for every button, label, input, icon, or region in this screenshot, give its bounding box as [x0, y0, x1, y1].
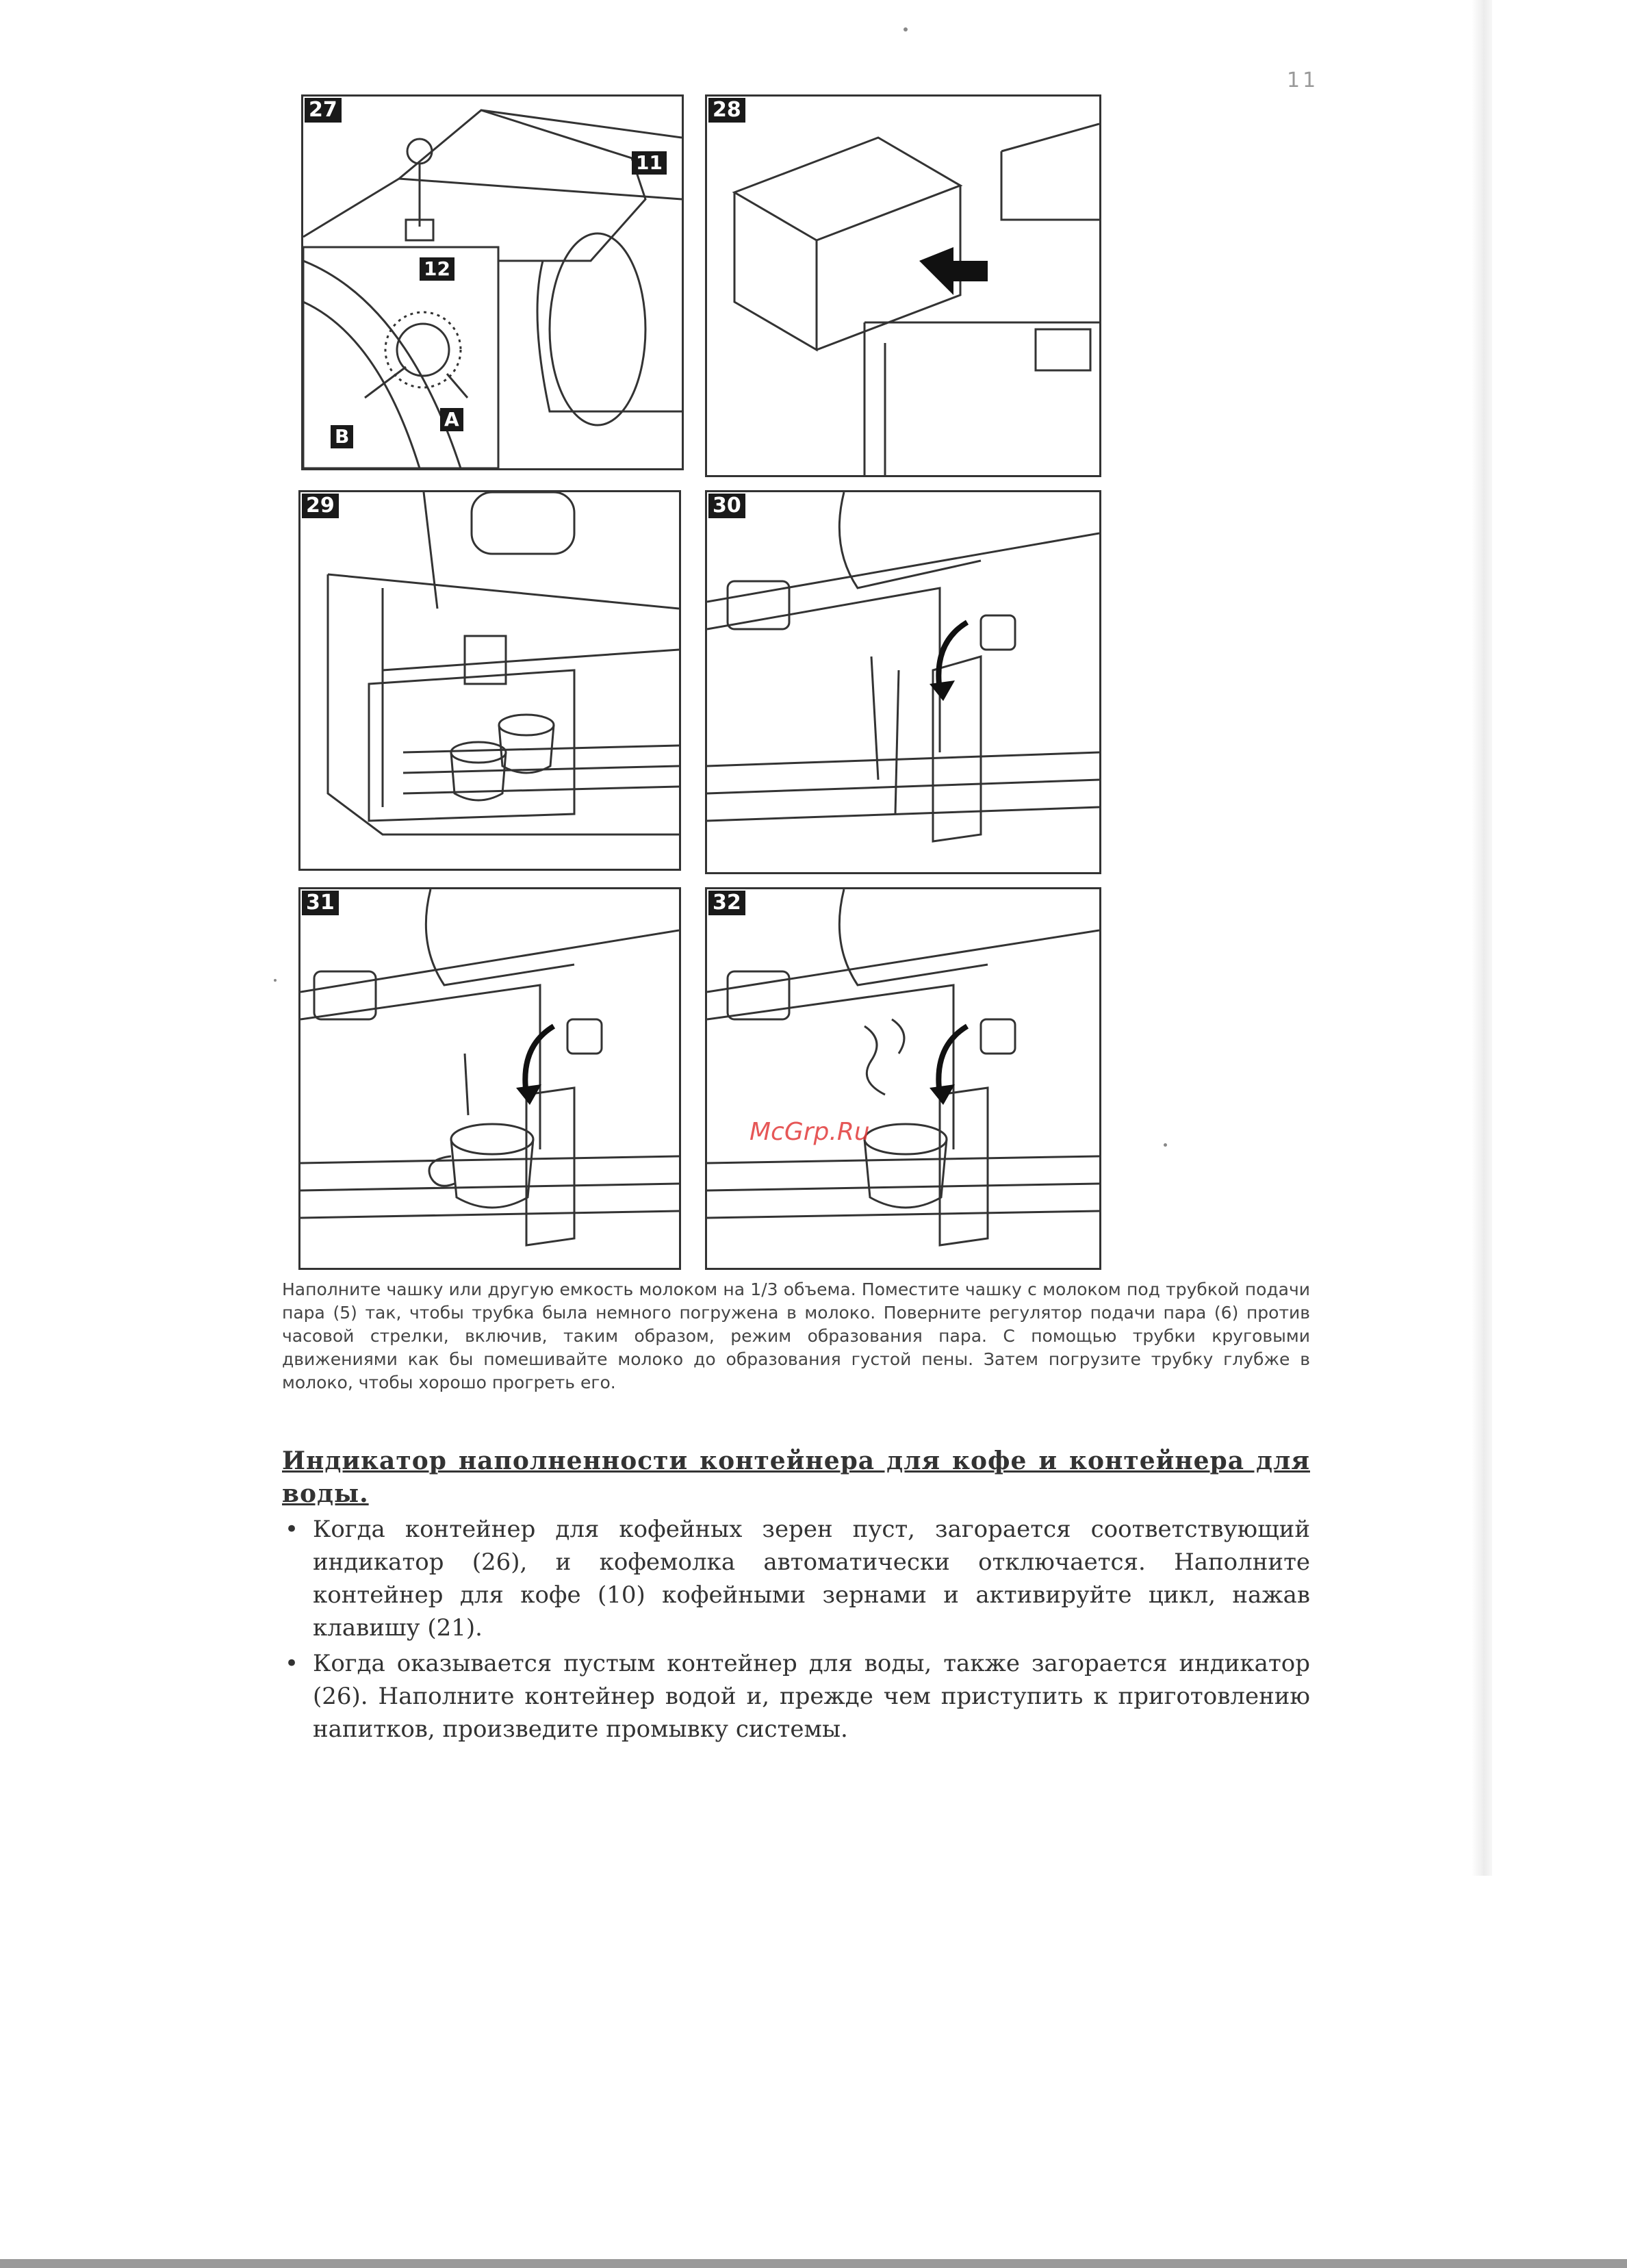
callout-label: B	[331, 425, 353, 448]
figure-30	[705, 490, 1101, 874]
scan-bottom-edge	[0, 2259, 1627, 2268]
figure-28	[705, 94, 1101, 477]
figure-number: 30	[708, 494, 745, 518]
callout-label: 12	[420, 257, 454, 281]
callout-label: A	[440, 408, 463, 431]
bullet-icon: •	[285, 1516, 299, 1543]
figure-27-illustration	[303, 97, 682, 468]
bullet-icon: •	[285, 1650, 299, 1677]
scan-speck	[1164, 1143, 1167, 1147]
figure-29	[298, 490, 681, 871]
figure-32	[705, 887, 1101, 1270]
figure-32-illustration	[707, 889, 1099, 1268]
figure-caption: Наполните чашку или другую емкость молоком на 1/3 объема. Поместите чашку с молоком под трубкой подачи пара (5) так, чтобы трубка была немного погружена в молоко. Поверните регулятор подачи пара (6) против часовой стрелки, включив, таким образом, режим образования пара. С помощью трубки круговыми движениями как бы помешивайте молоко до образования густой пены. Затем погрузите трубку глубже в молоко, чтобы хорошо прогреть его.	[282, 1279, 1310, 1392]
figure-number: 32	[708, 891, 745, 915]
list-item-text: Когда оказывается пустым контейнер для воды, также загорается индикатор (26). Наполните контейнер водой и, прежде чем приступить к приготовлению напитков, произведите промывку системы.	[313, 1650, 1310, 1743]
list-item	[282, 1647, 1310, 1746]
figure-28-illustration	[707, 97, 1099, 475]
list-item	[282, 1513, 1310, 1644]
section-heading: Индикатор наполненности контейнера для кофе и контейнера для воды.	[282, 1447, 1310, 1508]
figure-29-illustration	[300, 492, 679, 869]
indicator-list	[282, 1513, 1310, 1748]
figure-number: 27	[305, 98, 342, 123]
scan-speck	[274, 979, 277, 982]
scan-edge-shadow	[1472, 0, 1492, 1876]
callout-label: 11	[632, 151, 667, 175]
scan-speck	[904, 27, 908, 31]
figure-number: 28	[708, 98, 745, 123]
watermark: McGrp.Ru	[750, 1118, 870, 1146]
figure-27	[301, 94, 684, 470]
figure-number: 31	[302, 891, 339, 915]
figure-31-illustration	[300, 889, 679, 1268]
page-number: 11	[1287, 68, 1319, 92]
list-item-text: Когда контейнер для кофейных зерен пуст, загорается соответствующий индикатор (26), и кофемолка автоматически отключается. Наполните контейнер для кофе (10) кофейными зернами и активируйте цикл, нажав клавишу (21).	[313, 1516, 1310, 1642]
figure-30-illustration	[707, 492, 1099, 872]
figure-31	[298, 887, 681, 1270]
figure-number: 29	[302, 494, 339, 518]
